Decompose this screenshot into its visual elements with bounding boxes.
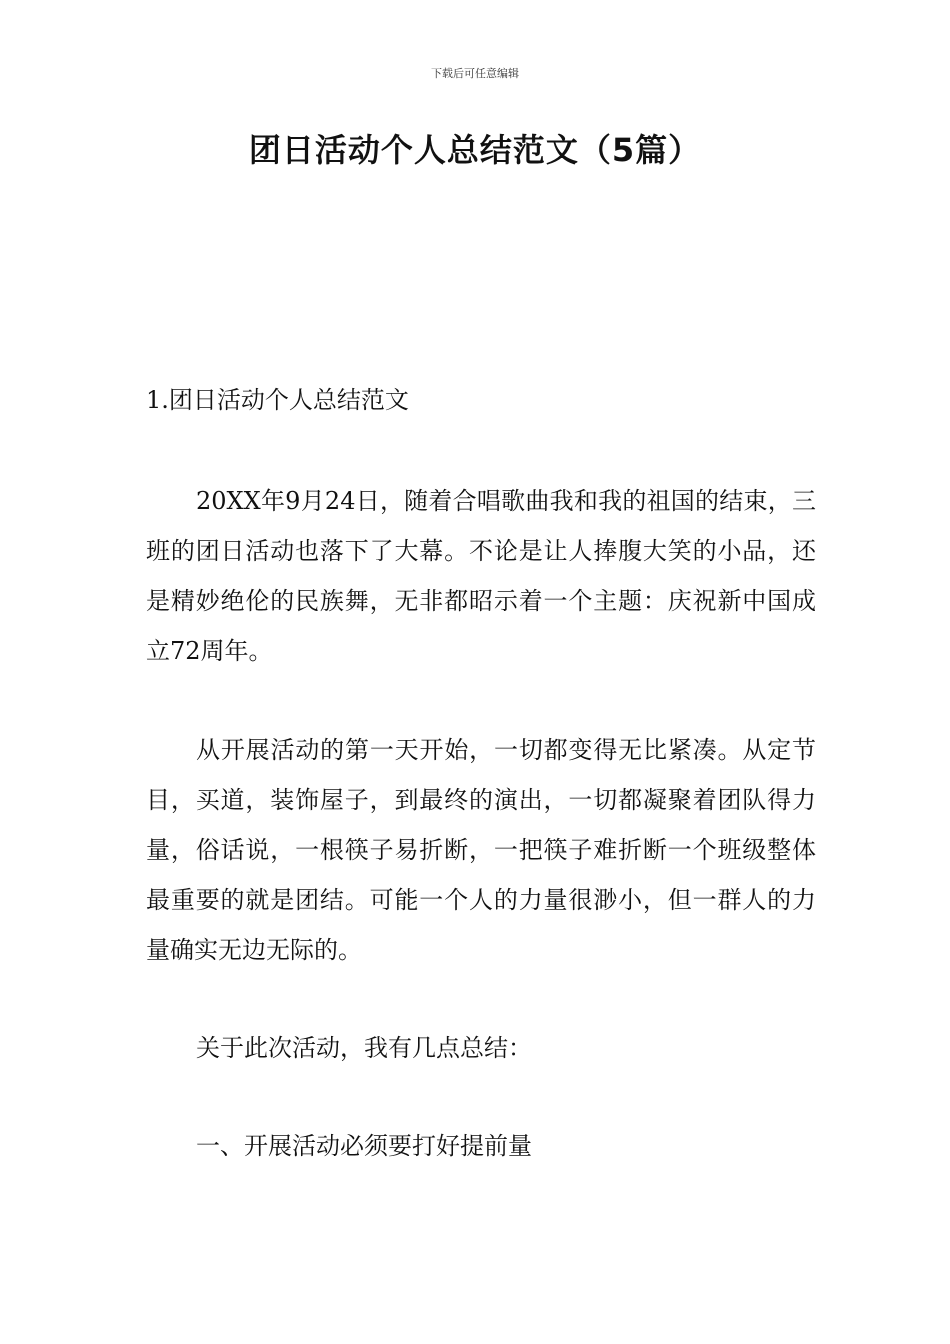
paragraph-4: 一、开展活动必须要打好提前量	[196, 1132, 532, 1160]
header-note: 下载后可任意编辑	[431, 67, 519, 80]
paragraph-2: 从开展活动的第一天开始，一切都变得无比紧凑。从定节目，买道，装饰屋子，到最终的演出，一切都凝聚着团队得力量，俗话说，一根筷子易折断，一把筷子难折断一个班级整体最重要的就是团结。可能一个人的力量很渺小，但一群人的力量确实无边无际的。	[146, 736, 816, 964]
paragraph-1: 20XX年9月24日，随着合唱歌曲我和我的祖国的结束，三班的团日活动也落下了大幕。不论是让人捧腹大笑的小品，还是精妙绝伦的民族舞，无非都昭示着一个主题：庆祝新中国成立72周年。	[146, 487, 816, 665]
document-title: 团日活动个人总结范文（5篇）	[248, 131, 702, 169]
paragraph-3: 关于此次活动，我有几点总结：	[196, 1034, 532, 1062]
section-heading: 1.团日活动个人总结范文	[146, 386, 409, 414]
